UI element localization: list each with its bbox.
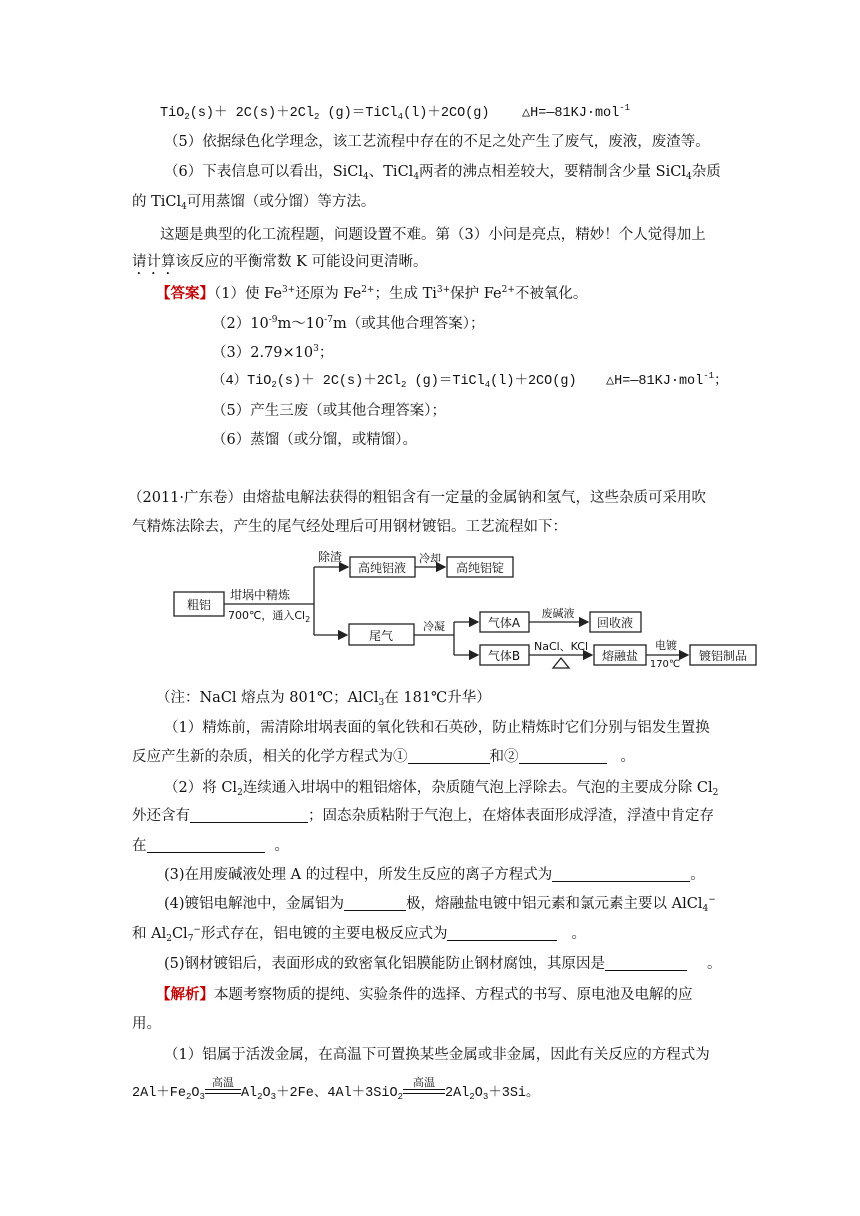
answer-line-4 xyxy=(212,372,577,392)
analysis-label: 【解析】 xyxy=(156,986,214,1003)
sub: 3 xyxy=(378,698,385,708)
eq-sub: 2 xyxy=(184,112,190,122)
text: O xyxy=(191,1086,200,1101)
question-1a xyxy=(164,718,710,738)
sub: 7 xyxy=(187,934,194,944)
enthalpy-1 xyxy=(522,104,630,124)
text: ＋3Si。 xyxy=(488,1086,540,1101)
text: （2）将 Cl xyxy=(164,780,238,796)
text: 连续通入坩埚中的粗铝熔体，杂质随气泡上浮除去。气泡的主要成分除 Cl xyxy=(242,780,713,796)
emphasized-text: 请计算 xyxy=(132,254,176,270)
eq-text: (g)＝TiCl xyxy=(319,106,398,121)
text: ＋2Fe、4Al＋3SiO xyxy=(276,1086,398,1101)
ingot-label: 高纯铝锭 xyxy=(455,561,505,575)
sub: 2 xyxy=(401,380,407,390)
process-flow-diagram xyxy=(170,545,770,675)
dh-sup: -1 xyxy=(703,371,715,381)
dh-text: △H=—81KJ·mol xyxy=(522,106,620,121)
text: 保护 Fe xyxy=(450,286,502,302)
text: 、TiCl xyxy=(368,164,414,180)
text: 外还含有 xyxy=(132,808,190,824)
question-1b xyxy=(132,747,635,767)
text: （3）2.79×10 xyxy=(212,345,314,361)
eq-text: TiO xyxy=(160,106,185,121)
text: (l)＋2CO(g) xyxy=(490,374,577,389)
sub: 2 xyxy=(712,788,719,798)
text: 气精炼法除去，产生的尾气经处理后可用钢材镀铝。工艺流程如下： xyxy=(132,519,567,535)
pure-liquid-label: 高纯铝液 xyxy=(357,561,407,575)
sub: 2 xyxy=(469,1092,475,1102)
text: （4）TiO xyxy=(212,374,272,389)
question-2b xyxy=(132,806,714,826)
answer-blank-5[interactable] xyxy=(552,866,690,882)
line-6a xyxy=(164,162,721,182)
analysis-line-1 xyxy=(156,985,693,1005)
question-3 xyxy=(164,865,705,885)
condition-label: 高温 xyxy=(412,1078,435,1090)
cool-label-1: 冷却 xyxy=(419,552,441,565)
electroplate-label: 电镀 xyxy=(655,639,677,652)
text: ； xyxy=(714,374,728,389)
text: （6）下表信息可以看出，SiCl xyxy=(164,164,364,180)
sub: 3 xyxy=(199,1092,205,1102)
sup: 3 xyxy=(313,344,319,354)
text: (5)钢材镀铝后，表面形成的致密氧化铝膜能防止钢材腐蚀，其原因是 xyxy=(164,956,606,972)
sub: 4 xyxy=(363,172,369,182)
text: 用。 xyxy=(132,1016,161,1032)
answer-line-5 xyxy=(212,401,446,421)
text: m（或其他合理答案）； xyxy=(332,316,485,332)
sub: 2 xyxy=(186,1092,192,1102)
text: Cl xyxy=(171,926,188,942)
text: 在 181℃升华） xyxy=(384,690,491,706)
molten-salt-label: 熔融盐 xyxy=(601,649,639,663)
text: 。 xyxy=(274,838,289,854)
sup: -7 xyxy=(324,315,333,325)
text: 和② xyxy=(489,749,519,765)
high-temp-arrow-1 xyxy=(205,1080,241,1100)
refine-top-label: 坩埚中精炼 xyxy=(230,588,291,602)
answer-label: 【答案】 xyxy=(156,285,214,302)
answer-line-2 xyxy=(212,314,484,334)
cool-label-2: 冷凝 xyxy=(423,620,445,633)
answer-blank-4[interactable] xyxy=(147,837,265,853)
text: ； xyxy=(318,345,334,361)
sub: 3 xyxy=(482,1092,489,1102)
line-5 xyxy=(164,132,710,152)
text: 反应产生新的杂质，相关的化学方程式为① xyxy=(132,749,408,765)
text: （1）使 Fe xyxy=(214,286,282,302)
eq-sub: 4 xyxy=(397,112,404,122)
sub: 2 xyxy=(237,788,243,798)
tail-gas-label: 尾气 xyxy=(368,629,394,643)
double-bar xyxy=(205,1089,241,1094)
text: 可用蒸馏（或分馏）等方法。 xyxy=(186,194,376,210)
text: 不被氧化。 xyxy=(514,286,588,302)
answer-blank-2[interactable] xyxy=(519,748,607,764)
sup: 3+ xyxy=(281,285,296,295)
waste-alkali-label: 废碱液 xyxy=(541,607,575,620)
answer-blank-8[interactable] xyxy=(605,955,687,971)
eq-sub: 2 xyxy=(313,112,320,122)
question-intro-1 xyxy=(128,488,706,508)
answer-enthalpy xyxy=(606,372,728,392)
eq-text: (s)＋ 2C(s)＋2Cl xyxy=(189,106,314,121)
text: 。 xyxy=(620,749,635,765)
high-temp-arrow-2 xyxy=(403,1080,445,1100)
remove-slag-label: 除渣 xyxy=(318,550,343,564)
text: (g)＝TiCl xyxy=(406,374,485,389)
sub: 2 xyxy=(397,1092,403,1102)
heat-triangle-icon xyxy=(553,658,569,668)
text: O xyxy=(262,1086,271,1101)
text: （5）依据绿色化学理念，该工艺流程中存在的不足之处产生了废气，废液，废渣等。 xyxy=(164,134,710,150)
text: 两者的沸点相差较大，要精制含少量 SiCl xyxy=(419,164,686,180)
text: （1）精炼前，需清除坩埚表面的氧化铁和石英砂，防止精炼时它们分别与铝发生置换 xyxy=(164,720,710,736)
question-4b xyxy=(132,924,586,944)
text: （1）铝属于活泼金属，在高温下可置换某些金属或非金属，因此有关反应的方程式为 xyxy=(164,1047,710,1063)
question-4a xyxy=(164,894,716,914)
text: m～10 xyxy=(277,316,325,332)
question-5 xyxy=(164,954,722,974)
sub: 2 xyxy=(257,1092,263,1102)
analysis-line-2 xyxy=(132,1014,161,1034)
sup: − xyxy=(193,925,201,935)
double-bar xyxy=(403,1089,445,1094)
temp-label: 170℃ xyxy=(649,659,681,670)
dh-text: △H=—81KJ·mol xyxy=(606,374,704,389)
answer-blank-3[interactable] xyxy=(190,807,308,823)
answer-line-6 xyxy=(212,430,417,450)
sup: − xyxy=(708,895,716,905)
text: （6）蒸馏（或分馏，或精馏）。 xyxy=(212,432,417,448)
answer-blank-6[interactable] xyxy=(344,895,406,911)
comment-line-2 xyxy=(132,252,428,278)
sup: 3+ xyxy=(436,285,451,295)
text: （5）产生三废（或其他合理答案）； xyxy=(212,403,446,419)
text: 和 Al xyxy=(132,926,167,942)
question-2c xyxy=(132,836,289,856)
comment-line-1 xyxy=(160,225,706,245)
text: （注：NaCl 熔点为 801℃；AlCl xyxy=(156,690,379,706)
sub: 3 xyxy=(270,1092,277,1102)
text: 形式存在，铝电镀的主要电极反应式为 xyxy=(200,926,448,942)
answer-line-3 xyxy=(212,343,333,363)
sub: 4 xyxy=(181,202,187,212)
sup: 2+ xyxy=(501,285,515,295)
answer-line-1 xyxy=(156,284,587,304)
eq-text: (l)＋2CO(g) xyxy=(403,106,490,121)
text: 该反应的平衡常数 K 可能设问更清晰。 xyxy=(175,254,428,270)
text: （2）10 xyxy=(212,316,269,332)
text: 。 xyxy=(690,867,705,883)
sub: 2 xyxy=(271,380,277,390)
text: (3)在用废碱液处理 A 的过程中，所发生反应的离子方程式为 xyxy=(164,867,553,883)
text: （2011·广东卷）由熔盐电解法获得的粗铝含有一定量的金属钠和氢气，这些杂质可采用吹 xyxy=(128,490,707,506)
answer-blank-1[interactable] xyxy=(408,748,490,764)
sup: 2+ xyxy=(361,285,375,295)
nacl-kcl-label: NaCl、KCl xyxy=(533,640,589,653)
line-6b xyxy=(132,192,375,212)
sub: 2 xyxy=(166,934,172,944)
refine-bottom-label: 700℃，通入$Cl_2$ xyxy=(228,609,311,624)
dh-sup: -1 xyxy=(619,103,631,113)
sub: 4 xyxy=(685,172,692,182)
sup: -9 xyxy=(268,315,278,325)
sub: 4 xyxy=(702,904,709,914)
crude-label: 粗铝 xyxy=(186,598,212,612)
text: O xyxy=(474,1086,483,1101)
text: Al xyxy=(240,1086,258,1101)
sub: 4 xyxy=(413,172,420,182)
text: 杂质 xyxy=(691,164,721,180)
text: 2Al＋Fe xyxy=(132,1086,187,1101)
analysis-equations xyxy=(132,1080,540,1104)
answer-blank-7[interactable] xyxy=(447,925,557,941)
text: 还原为 Fe xyxy=(295,286,362,302)
text: (4)镀铝电解池中，金属铝为 xyxy=(164,896,345,912)
note-line xyxy=(156,688,491,708)
text: ；固态杂质粘附于气泡上，在熔体表面形成浮渣，浮渣中肯定存 xyxy=(308,808,714,824)
recovered-label: 回收液 xyxy=(596,616,634,630)
text: ；生成 Ti xyxy=(374,286,437,302)
equation-line-1 xyxy=(160,104,489,124)
text: 。 xyxy=(707,956,722,972)
analysis-line-3 xyxy=(164,1045,710,1065)
text: 的 TiCl xyxy=(132,194,182,210)
text: 本题考察物质的提纯、实验条件的选择、方程式的书写、原电池及电解的应 xyxy=(214,987,693,1003)
text: (s)＋ 2C(s)＋2Cl xyxy=(276,374,402,389)
text: 2Al xyxy=(444,1086,470,1101)
product-label: 镀铝制品 xyxy=(698,649,748,663)
gas-b-label: 气体B xyxy=(487,649,521,663)
text: 极，熔融盐电镀中铝元素和氯元素主要以 AlCl xyxy=(406,896,703,912)
question-intro-2 xyxy=(132,517,567,537)
condition-label: 高温 xyxy=(211,1078,234,1090)
question-2a xyxy=(164,778,718,798)
gas-a-label: 气体A xyxy=(487,616,521,630)
sub: 4 xyxy=(484,380,491,390)
text: 这题是典型的化工流程题，问题设置不难。第（3）小问是亮点，精妙！个人觉得加上 xyxy=(160,227,706,243)
text: 在 xyxy=(132,838,147,854)
text: 。 xyxy=(571,926,586,942)
